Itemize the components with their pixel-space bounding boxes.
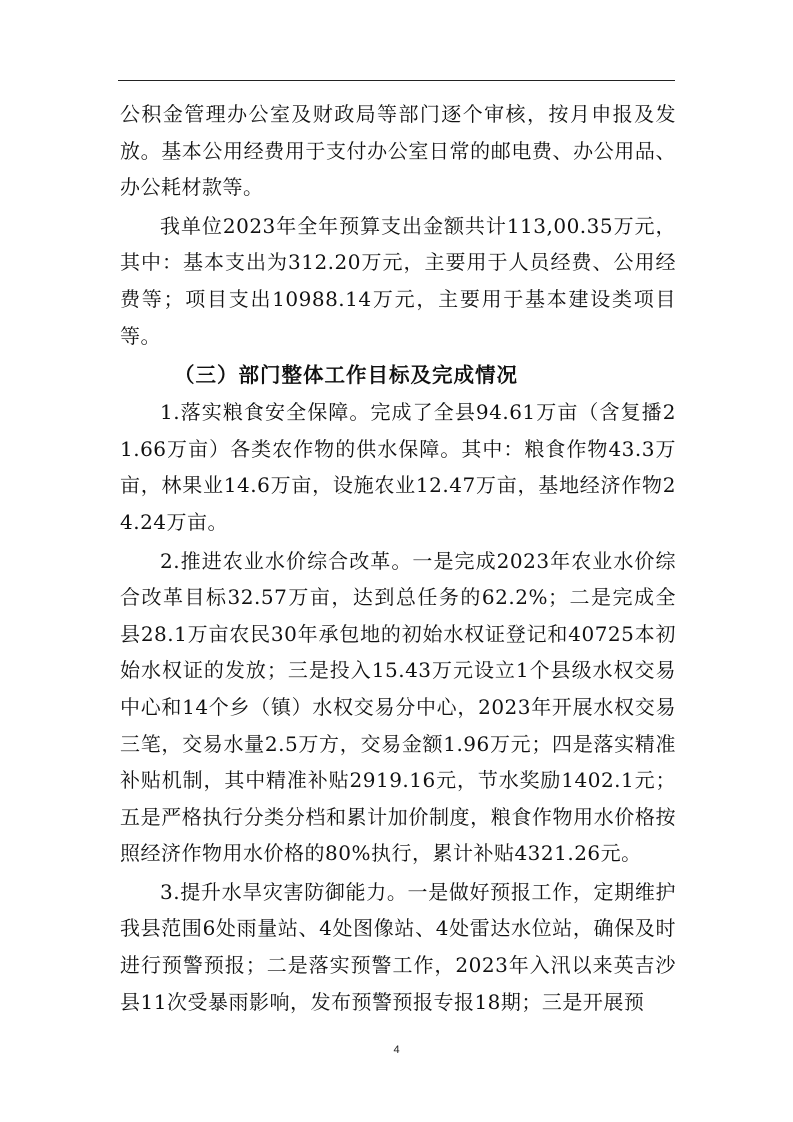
document-body <box>120 96 676 1020</box>
page-number: 4 <box>393 1044 400 1056</box>
paragraph-disaster-prevention: 3.提升水旱灾害防御能力。一是做好预报工作，定期维护我县范围6处雨量站、4处图像站、4处雷达水位站，确保及时进行预警预报；二是落实预警工作，2023年入汛以来英吉沙县11次受暴雨影响，发布预警预报专报18期；三是开展预 <box>120 879 676 1014</box>
paragraph-water-price-reform: 2.推进农业水价综合改革。一是完成2023年农业水价综合改革目标32.57万亩，达到总任务的62.2%；二是完成全县28.1万亩农民30年承包地的初始水权证登记和40725本初始水权证的发放；三是投入15.43万元设立1个县级水权交易中心和14个乡（镇）水权交易分中心，2023年开展水权交易三笔，交易水量2.5万方，交易金额1.96万元；四是落实精准补贴机制，其中精准补贴2919.16元，节水奖励1402.1元；五是严格执行分类分档和累计加价制度，粮食作物用水价格按照经济作物用水价格的80%执行，累计补贴4321.26元。 <box>120 548 676 866</box>
paragraph-grain-security: 1.落实粮食安全保障。完成了全县94.61万亩（含复播21.66万亩）各类农作物的供水保障。其中：粮食作物43.3万亩，林果业14.6万亩，设施农业12.47万亩，基地经济作物24.24万亩。 <box>120 400 676 534</box>
header-rule <box>118 80 675 81</box>
paragraph-continuation: 公积金管理办公室及财政局等部门逐个审核，按月申报及发放。基本公用经费用于支付办公室日常的邮电费、办公用品、办公耗材款等。 <box>120 102 676 200</box>
paragraph-budget: 我单位2023年全年预算支出金额共计113,00.35万元，其中：基本支出为312.20万元，主要用于人员经费、公用经费等；项目支出10988.14万元，主要用于基本建设类项目等。 <box>120 213 676 348</box>
section-heading: （三）部门整体工作目标及完成情况 <box>174 363 518 388</box>
